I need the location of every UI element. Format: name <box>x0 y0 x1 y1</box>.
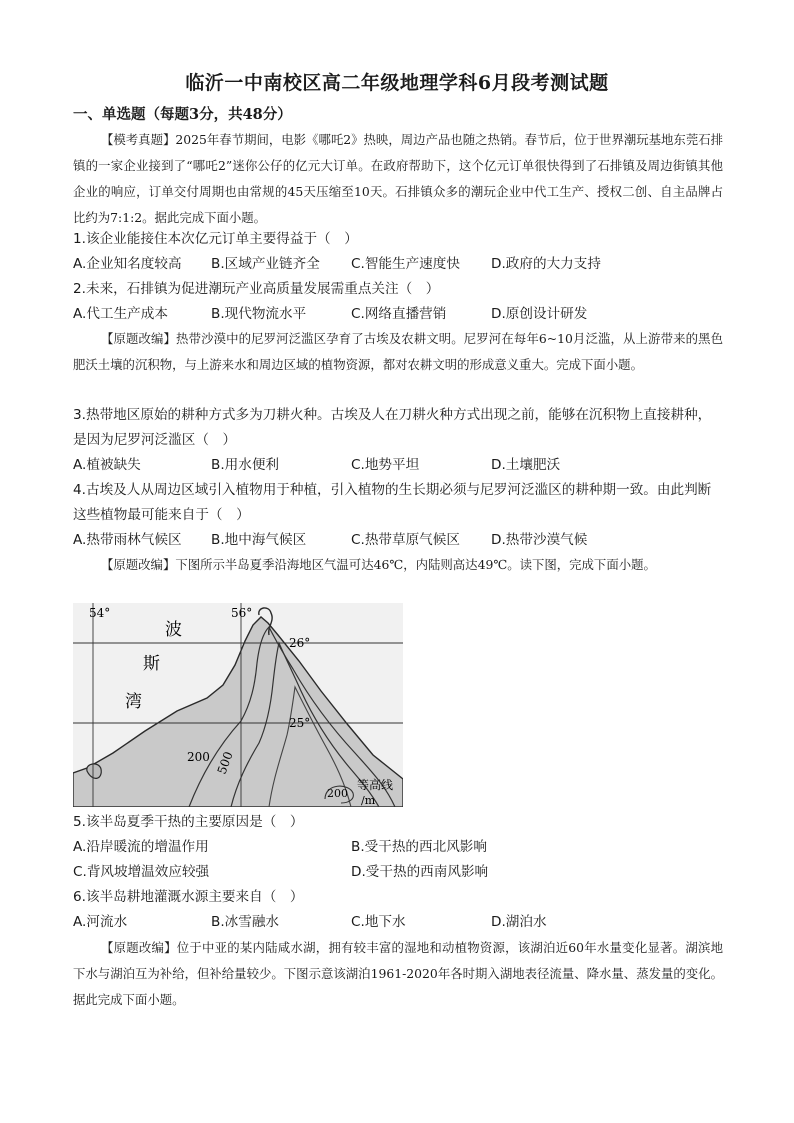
question-5-options-row-1 <box>73 835 733 860</box>
question-6-stem: 6.该半岛耕地灌溉水源主要来自（ ） <box>73 889 304 905</box>
passage-1: 【模考真题】2025年春节期间，电影《哪吒2》热映，周边产品也随之热销。春节后，位于世界潮玩基地东莞石排镇的一家企业接到了“哪吒2”迷你公仔的亿元大订单。在政府帮助下，这个亿元订单很快得到了石排镇及周边街镇其他企业的响应，订单交付周期也由常规的45天压缩至10天。石排镇众多的潮玩企业中代工生产、授权二创、自主品牌占比约为7:1:2。据此完成下面小题。 <box>73 132 723 225</box>
label-lon-54: 54° <box>89 606 111 620</box>
option-b[interactable]: B.受干热的西北风影响 <box>351 839 487 855</box>
option-c[interactable]: C.背风坡增温效应较强 <box>73 864 210 880</box>
option-a[interactable]: A.沿岸暖流的增温作用 <box>73 839 209 855</box>
label-sea-char-1: 波 <box>165 620 182 640</box>
label-contour-500: 500 <box>214 749 236 777</box>
option-b[interactable]: B.区域产业链齐全 <box>211 256 320 272</box>
question-2-stem: 2.未来，石排镇为促进潮玩产业高质量发展需重点关注（ ） <box>73 281 440 297</box>
option-c[interactable]: C.网络直播营销 <box>351 306 447 322</box>
question-1-options <box>73 252 733 277</box>
option-d[interactable]: D.热带沙漠气候 <box>491 532 588 548</box>
option-d[interactable]: D.政府的大力支持 <box>491 256 601 272</box>
question-1-stem: 1.该企业能接住本次亿元订单主要得益于（ ） <box>73 231 358 247</box>
option-c[interactable]: C.智能生产速度快 <box>351 256 460 272</box>
question-3-options <box>73 453 733 478</box>
question-3-stem: 3.热带地区原始的耕种方式多为刀耕火种。古埃及人在刀耕火种方式出现之前，能够在沉积物上直接耕种，是因为尼罗河泛滥区（ ） <box>73 407 712 448</box>
passage-4: 【原题改编】位于中亚的某内陆咸水湖，拥有较丰富的湿地和动植物资源，该湖泊近60年水量变化显著。湖滨地下水与湖泊互为补给，但补给量较少。下图示意该湖泊1961-2020年各时期入湖地表径流量、降水量、蒸发量的变化。据此完成下面小题。 <box>73 940 723 1007</box>
peninsula-contour-map <box>73 603 403 807</box>
legend-unit: /m <box>361 794 376 807</box>
option-a[interactable]: A.企业知名度较高 <box>73 256 182 272</box>
question-4-stem: 4.古埃及人从周边区域引入植物用于种植，引入植物的生长期必须与尼罗河泛滥区的耕种期一致。由此判断这些植物最可能来自于（ ） <box>73 482 712 523</box>
option-c[interactable]: C.热带草原气候区 <box>351 532 460 548</box>
legend-label: 等高线 <box>357 778 394 792</box>
section-heading: 一、单选题（每题3分，共48分） <box>73 106 292 123</box>
option-a[interactable]: A.热带雨林气候区 <box>73 532 182 548</box>
question-6-options <box>73 910 733 935</box>
option-d[interactable]: D.原创设计研发 <box>491 306 588 322</box>
option-a[interactable]: A.植被缺失 <box>73 457 141 473</box>
label-lon-56: 56° <box>231 606 253 620</box>
label-lat-25: 25° <box>289 716 311 730</box>
option-b[interactable]: B.冰雪融水 <box>211 914 280 930</box>
option-d[interactable]: D.湖泊水 <box>491 914 547 930</box>
label-contour-200: 200 <box>187 750 210 764</box>
label-sea-char-3: 湾 <box>125 692 142 712</box>
option-a[interactable]: A.代工生产成本 <box>73 306 168 322</box>
question-5-options-row-2 <box>73 860 733 885</box>
question-2-options <box>73 302 733 327</box>
label-lat-26: 26° <box>289 636 311 650</box>
option-b[interactable]: B.现代物流水平 <box>211 306 307 322</box>
option-b[interactable]: B.地中海气候区 <box>211 532 307 548</box>
legend-value: 200 <box>327 787 348 800</box>
option-d[interactable]: D.土壤肥沃 <box>491 457 561 473</box>
option-d[interactable]: D.受干热的西南风影响 <box>351 864 489 880</box>
passage-2: 【原题改编】热带沙漠中的尼罗河泛滥区孕育了古埃及农耕文明。尼罗河在每年6~10月泛滥，从上游带来的黑色肥沃土壤的沉积物，与上游来水和周边区域的植物资源，都对农耕文明的形成意义重大。完成下面小题。 <box>73 331 723 372</box>
page-title: 临沂一中南校区高二年级地理学科6月段考测试题 <box>185 72 609 94</box>
label-sea-char-2: 斯 <box>143 654 160 674</box>
option-b[interactable]: B.用水便利 <box>211 457 280 473</box>
question-5-stem: 5.该半岛夏季干热的主要原因是（ ） <box>73 814 304 830</box>
passage-3: 【原题改编】下图所示半岛夏季沿海地区气温可达46℃，内陆则高达49℃。读下图，完成下面小题。 <box>101 557 656 572</box>
option-c[interactable]: C.地下水 <box>351 914 406 930</box>
option-c[interactable]: C.地势平坦 <box>351 457 420 473</box>
question-4-options <box>73 528 733 553</box>
option-a[interactable]: A.河流水 <box>73 914 128 930</box>
